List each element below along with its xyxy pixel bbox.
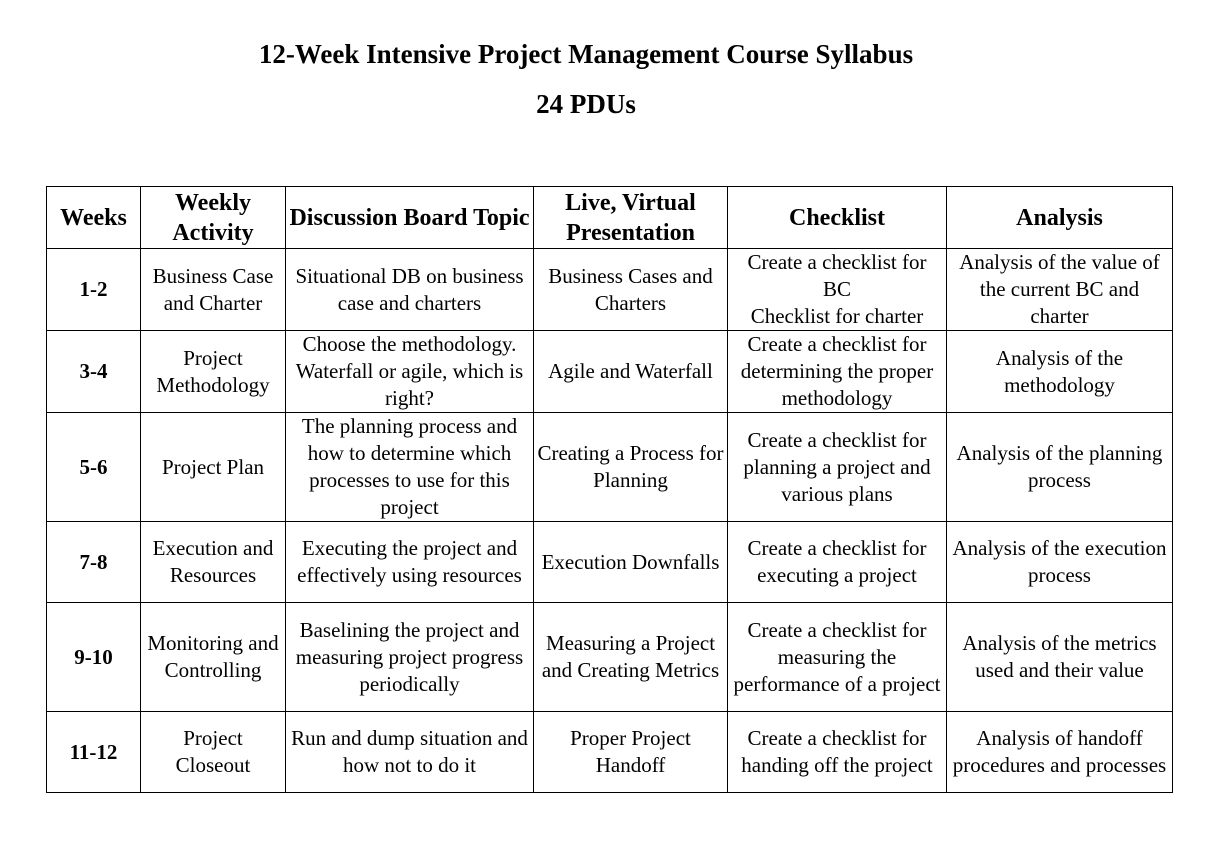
checklist-cell: Create a checklist for executing a project bbox=[728, 522, 947, 603]
weeks-cell: 1-2 bbox=[47, 249, 141, 331]
analysis-cell: Analysis of the metrics used and their value bbox=[947, 603, 1173, 712]
checklist-cell: Create a checklist for BC Checklist for charter bbox=[728, 249, 947, 331]
activity-cell: Execution and Resources bbox=[141, 522, 286, 603]
discussion-cell: Situational DB on business case and charters bbox=[286, 249, 534, 331]
table-row bbox=[47, 249, 1173, 331]
header-weeks: Weeks bbox=[47, 187, 141, 249]
analysis-cell: Analysis of the methodology bbox=[947, 331, 1173, 413]
discussion-cell: Executing the project and effectively using resources bbox=[286, 522, 534, 603]
analysis-cell: Analysis of handoff procedures and processes bbox=[947, 712, 1173, 793]
discussion-cell: Choose the methodology. Waterfall or agile, which is right? bbox=[286, 331, 534, 413]
checklist-cell: Create a checklist for determining the proper methodology bbox=[728, 331, 947, 413]
weeks-cell: 11-12 bbox=[47, 712, 141, 793]
checklist-cell: Create a checklist for handing off the project bbox=[728, 712, 947, 793]
table-row bbox=[47, 712, 1173, 793]
weeks-cell: 9-10 bbox=[47, 603, 141, 712]
header-checklist: Checklist bbox=[728, 187, 947, 249]
table-row bbox=[47, 522, 1173, 603]
header-analysis: Analysis bbox=[947, 187, 1173, 249]
weeks-cell: 7-8 bbox=[47, 522, 141, 603]
checklist-cell: Create a checklist for planning a project and various plans bbox=[728, 413, 947, 522]
header-discussion-board-topic: Discussion Board Topic bbox=[286, 187, 534, 249]
presentation-cell: Business Cases and Charters bbox=[534, 249, 728, 331]
analysis-cell: Analysis of the value of the current BC and charter bbox=[947, 249, 1173, 331]
header-row bbox=[47, 187, 1173, 249]
presentation-cell: Proper Project Handoff bbox=[534, 712, 728, 793]
presentation-cell: Execution Downfalls bbox=[534, 522, 728, 603]
weeks-cell: 5-6 bbox=[47, 413, 141, 522]
activity-cell: Project Closeout bbox=[141, 712, 286, 793]
analysis-cell: Analysis of the execution process bbox=[947, 522, 1173, 603]
activity-cell: Project Methodology bbox=[141, 331, 286, 413]
checklist-cell: Create a checklist for measuring the performance of a project bbox=[728, 603, 947, 712]
header-live-virtual-presentation: Live, Virtual Presentation bbox=[534, 187, 728, 249]
table-row bbox=[47, 603, 1173, 712]
discussion-cell: The planning process and how to determine which processes to use for this project bbox=[286, 413, 534, 522]
activity-cell: Monitoring and Controlling bbox=[141, 603, 286, 712]
document-subtitle: 24 PDUs bbox=[536, 89, 636, 119]
activity-cell: Project Plan bbox=[141, 413, 286, 522]
presentation-cell: Creating a Process for Planning bbox=[534, 413, 728, 522]
weeks-cell: 3-4 bbox=[47, 331, 141, 413]
header-weekly-activity: Weekly Activity bbox=[141, 187, 286, 249]
discussion-cell: Run and dump situation and how not to do it bbox=[286, 712, 534, 793]
table-row bbox=[47, 331, 1173, 413]
discussion-cell: Baselining the project and measuring project progress periodically bbox=[286, 603, 534, 712]
analysis-cell: Analysis of the planning process bbox=[947, 413, 1173, 522]
table-row bbox=[47, 413, 1173, 522]
document-title: 12-Week Intensive Project Management Course Syllabus bbox=[258, 39, 914, 69]
presentation-cell: Agile and Waterfall bbox=[534, 331, 728, 413]
syllabus-table bbox=[46, 186, 1173, 793]
presentation-cell: Measuring a Project and Creating Metrics bbox=[534, 603, 728, 712]
activity-cell: Business Case and Charter bbox=[141, 249, 286, 331]
